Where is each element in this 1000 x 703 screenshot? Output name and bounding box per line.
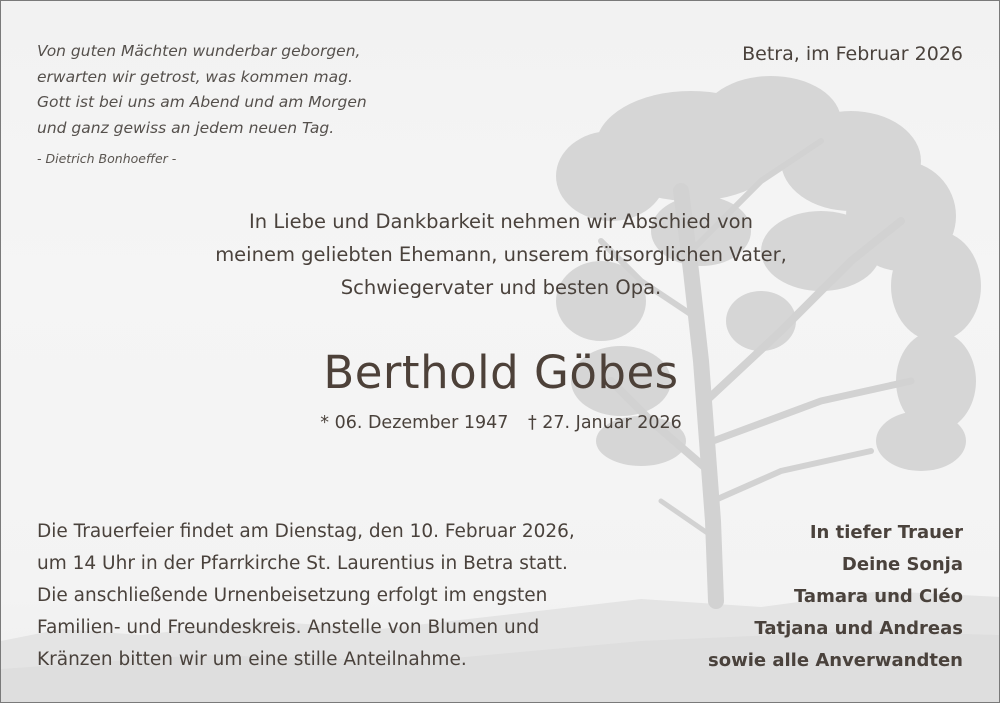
mourner-line: sowie alle Anverwandten xyxy=(708,650,963,671)
mourner-line: In tiefer Trauer xyxy=(809,522,963,543)
life-dates xyxy=(151,413,851,433)
intro-line: In Liebe und Dankbarkeit nehmen wir Abschied von xyxy=(249,210,753,233)
funeral-line: Kränzen bitten wir um eine stille Anteilnahme. xyxy=(37,649,467,670)
poem-line: erwarten wir getrost, was kommen mag. xyxy=(37,67,353,86)
place-date: Betra, im Februar 2026 xyxy=(742,43,963,65)
poem-line: Gott ist bei uns am Abend und am Morgen xyxy=(37,93,367,111)
mourner-line: Deine Sonja xyxy=(841,554,963,575)
mourner-line: Tatjana und Andreas xyxy=(754,618,963,639)
intro-text xyxy=(151,205,851,304)
funeral-line: um 14 Uhr in der Pfarrkirche St. Laurentius in Betra statt. xyxy=(37,553,568,574)
funeral-line: Familien- und Freundeskreis. Anstelle von Blumen und xyxy=(37,617,540,638)
birth-date: * 06. Dezember 1947 xyxy=(320,413,509,433)
funeral-line: Die anschließende Urnenbeisetzung erfolgt im engsten xyxy=(37,585,548,606)
poem xyxy=(37,39,457,141)
funeral-line: Die Trauerfeier findet am Dienstag, den 10. Februar 2026, xyxy=(37,521,575,542)
funeral-info xyxy=(37,516,657,676)
mourner-line: Tamara und Cléo xyxy=(793,586,963,607)
deceased-name: Berthold Göbes xyxy=(323,346,679,399)
poem-line: Von guten Mächten wunderbar geborgen, xyxy=(37,42,361,60)
death-date: † 27. Januar 2026 xyxy=(527,413,682,433)
poem-author: - Dietrich Bonhoeffer - xyxy=(37,151,177,166)
mourners-list xyxy=(708,517,963,677)
intro-line: Schwiegervater und besten Opa. xyxy=(340,276,662,299)
intro-line: meinem geliebten Ehemann, unserem fürsorglichen Vater, xyxy=(215,243,787,266)
poem-line: und ganz gewiss an jedem neuen Tag. xyxy=(37,118,335,137)
